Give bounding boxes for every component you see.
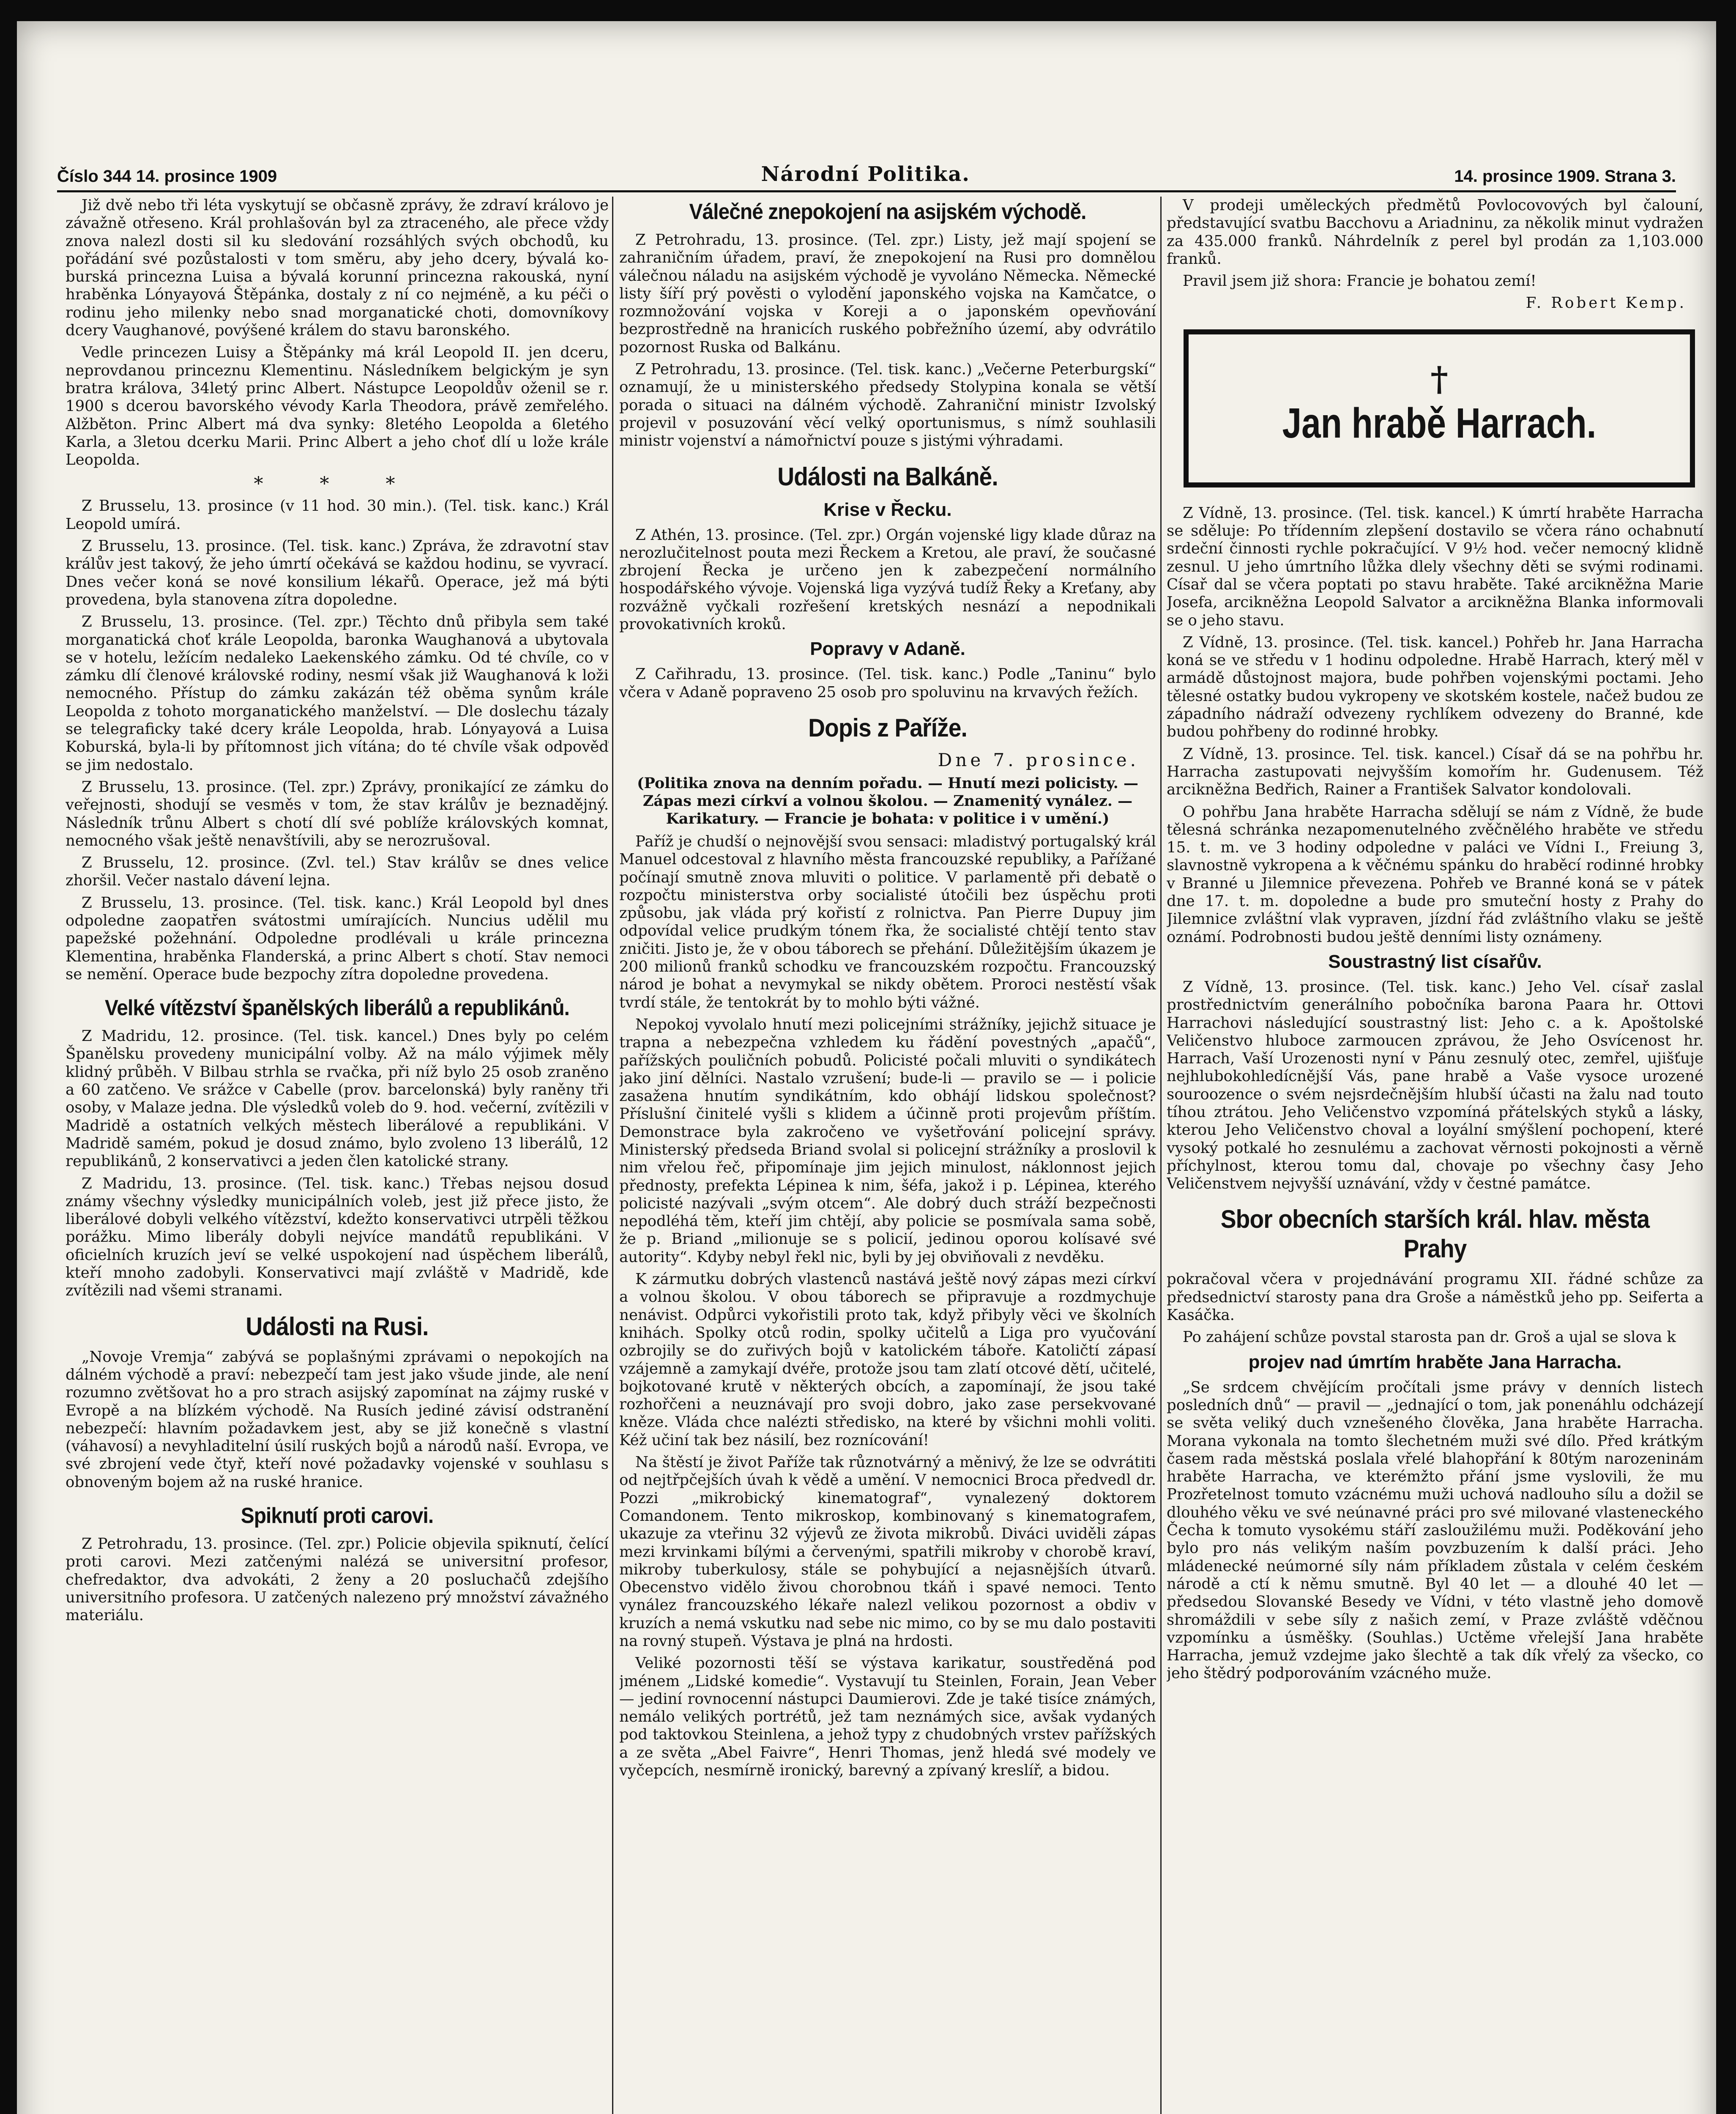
article-summary: (Politika znova na denním pořadu. — Hnutí mezi policisty. — Zápas mezi církví a volnou školou. — Znamenitý vynález. — Karikatury. — Francie je bohata: v politice i v umění.): [637, 774, 1139, 827]
page-info: 14. prosince 1909. Strana 3.: [1454, 167, 1676, 186]
article-paragraph: Z Cařihradu, 13. prosince. (Tel. tisk. kanc.) Podle „Taninu“ bylo včera v Adaně popraveno 25 osob pro spoluvinu na krvavých řežích.: [619, 665, 1156, 701]
article-headline: Velké vítězství španělských liberálů a republikánů.: [104, 996, 570, 1021]
article-paragraph: pokračoval včera v projednávání programu XII. řádné schůze za předsednictví starosty pana dra Groše a náměstků jeho pp. Seiferta a Kasáčka.: [1167, 1271, 1703, 1324]
section-separator: * * *: [254, 473, 421, 495]
column-3: [1167, 197, 1703, 2114]
article-headline: Sbor obecních starších král. hlav. města Prahy: [1220, 1205, 1650, 1263]
article-paragraph: Z Brusselu, 13. prosince. (Tel. tisk. kanc.) Zpráva, že zdravotní stav králův jest takový, že jeho úmrtí očekává se každou hodinu, se vyvrací. Dnes večer koná se nové konsilium lékařů. Operace, jež má býti provedena, byla stanovena zítra dopoledne.: [66, 537, 609, 608]
column-divider: [612, 197, 613, 2114]
article-paragraph: Z Madridu, 12. prosince. (Tel. tisk. kancel.) Dnes byly po celém Španělsku provedeny municipální volby. Až na málo výjimek měly klidný průběh. V Bilbau strhla se rvačka, při níž bylo 25 osob zraněno a 60 zatčeno. Ve srážce v Cabelle (prov. barcelonská) byly raněny tři osoby, v Malaze jedna. Dle výsledků voleb do 9. hod. večerní, zvítězili v Madridě a ostatních velkých městech liberálové a republikáni. V Madridě samém, pokud je dosud známo, bylo zvoleno 13 liberálů, 12 republikánů, 2 konservativci a jeden člen katolické strany.: [66, 1027, 609, 1170]
article-paragraph: V prodeji uměleckých předmětů Povlocovových byl čalouní, představující svatbu Bacchovu a Ariadninu, za několik minut vydražen za 435.000 franků. Náhrdelník z perel byl prodán za 1,103.000 franků.: [1167, 197, 1703, 268]
article-paragraph: Po zahájení schůze povstal starosta pan dr. Groš a ujal se slova k: [1183, 1328, 1676, 1346]
header-rule: [57, 190, 1676, 192]
article-subheadline: projev nad úmrtím hraběte Jana Harracha.: [1248, 1351, 1622, 1372]
article-paragraph: O pohřbu Jana hraběte Harracha sdělují se nám z Vídně, že bude tělesná schránka nezapomenutelného zvěčnělého hraběte ve středu 15. t. m. ve 3 hodiny odpoledne v paláci ve Vídni I., Freiung 3, slavnostně vykropena a k věčnému spánku do hraběcí rodinné hrobky v Branné u Jilemnice převezena. Pohřeb ve Branné koná se v pátek dne 17. t. m. dopoledne a bude pro smuteční hosty z Prahy do Jilemnice zvláštní vlak vypraven, jízdní řád zvláštního vlaku se ještě oznámí. Podrobnosti budou ještě denními listy oznámeny.: [1167, 803, 1703, 946]
article-paragraph: Z Brusselu, 13. prosince. (Tel. tisk. kanc.) Král Leopold byl dnes odpoledne zaopatřen svátostmi umírajících. Nuncius udělil mu papežské požehnání. Odpoledne prodlévali u krále princezna Klementina, hraběnka Flanderská, a princ Albert s chotí. Stav nemoci se nemění. Operace bude bezpochy zítra dopoledne provedena.: [66, 894, 609, 983]
author-signature: F. Robert Kemp.: [1525, 294, 1687, 312]
article-paragraph: Veliké pozornosti těší se výstava karikatur, soustředěná pod jménem „Lidské komedie“. Vystavují tu Steinlen, Forain, Jean Veber — jediní rovnocenní nástupci Daumierovi. Zde je také tisíce známých, nemálo velikých portrétů, jež tam neznámých sice, avšak vydaných pod taktovkou Steinlena, a jehož typy z chudobných vrstev pařížských a ze světa „Abel Faivre“, Henri Thomas, jenž hledá své modely ve vyčepcích, nesmírně ironický, barevný a zpívaný kreslíř, a bidou.: [619, 1654, 1156, 1780]
article-paragraph: K zármutku dobrých vlastenců nastává ještě nový zápas mezi církví a volnou školou. V obou táborech se připravuje a rozdmychuje nenávist. Odpůrci vykořistili proto tak, když přibyly věci ve školních knihách. Spolky otců rodin, spolky učitelů a Liga pro vyučování ozbrojily se do zuřivých bojů v katolickém táboře. Katoličtí zápasí vzájemně a zamykají dvéře, protože jsou tam zlatí otcové dětí, učitelé, bojkotované krutě v některých obcích, a zapomínají, že jsou také rozhořčeni a neuznávají pro svoji dobro, jako zase persekvované kněze. Vláda chce nalézti středisko, na které by všichni mohli voliti. Kéž učiní tak bez násilí, bez roznícování!: [619, 1271, 1156, 1449]
article-paragraph: Z Petrohradu, 13. prosince. (Tel. tisk. kanc.) „Večerne Peterburgskí“ oznamují, že u ministerského předsedy Stolypina konala se větší porada o situaci na dálném východě. Zahraniční ministr Izvolský projevil v posuzování věcí velký oportunismus, s nímž souhlasili ministr vojenství a námořnictví pouze s jistými výhradami.: [619, 361, 1156, 450]
article-paragraph: Paříž je chudší o nejnovější svou sensaci: mladistvý portugalský král Manuel odcestoval z hlavního města francouzské republiky, a Pařížané počínají smutně znova mluviti o politice. V parlamentě při debatě o rozpočtu ministerstva orby socialisté útočili bez úspěchu proti způsobu, jak vláda prý kořistí z rolnictva. Pan Pierre Dupuy jim odpovídal velice prudkým tónem řka, že socialisté chtějí tento stav zničiti. Jisto je, že v obou táborech se přehání. Důležitějším úkazem je 200 milionů franků schodku ve francouzském rozpočtu. Francouzský národ je bohat a nevymykal se nikdy obětem. Proroci nestěstí však tvrdí stále, že tentokrát by to mohlo býti vážné.: [619, 832, 1156, 1011]
article-headline: Dopis z Paříže.: [808, 713, 967, 742]
article-paragraph: Z Brusselu, 13. prosince. (Tel. zpr.) Těchto dnů přibyla sem také morganatická choť krále Leopolda, baronka Waughanová a ubytovala se v hotelu, ležícím nedaleko Laekenského zámku. Od té chvíle, co v zámku dlí členové královské rodiny, nesmí však již Waughanová k loži nemocného. Přístup do zámku zakázán též oběma synům krále Leopolda z tohoto morganatického manželství. — Dle doslechu tázaly se telegraficky také dcery krále Leopolda, hrab. Lónyayová a Luisa Koburská, byla-li by přítomnost jich vítána; do té chvíle však odpověď se jim nedostalo.: [66, 613, 609, 774]
obituary-name: Jan hrabě Harrach.: [1282, 399, 1597, 447]
page-header: [57, 161, 1676, 186]
article-subheadline: Krise v Řecku.: [823, 499, 952, 520]
article-subheadline: Soustrastný list císařův.: [1328, 951, 1542, 972]
article-paragraph: Z Athén, 13. prosince. (Tel. zpr.) Orgán vojenské ligy klade důraz na nerozlučitelnost pouta mezi Řeckem a Kretou, ale praví, že současné zbrojení Řecka je určeno jen k zabezpečení normálního hospodářského vývoje. Vojenská liga vyzývá tudíž Řeky a Kreťany, aby rozvážně vyčkali rozřešení kretských nesnází a nepodnikali provokativních kroků.: [619, 526, 1156, 633]
newspaper-title: Národní Politika.: [761, 162, 970, 186]
article-paragraph: „Novoje Vremja“ zabývá se poplašnými zprávami o nepokojích na dálném východě a praví: nebezpečí tam jest jako všude jinde, ale není rozumno zvětšovat ho a pro strach asijský zapomínat na zájmy ruské v Evropě a na blízkém východě. Na Rusích jediné závisí odstranění nebezpečí: hlavním požadavkem jest, aby se již konečně s vlastní (váhavosí) a nevyhladitelní úsilí ruských bojů a národů naší. Evropa, ve své zbrojení vede čtyř, kteří nové požadavky vojenské v souhlasu s obnoveným bojem až na ruské hranice.: [66, 1348, 609, 1491]
newspaper-page: [17, 21, 1716, 2114]
column-1: [66, 197, 609, 2114]
column-divider: [1160, 197, 1162, 2114]
article-paragraph: Z Brusselu, 13. prosince. (Tel. zpr.) Zprávy, pronikající ze zámku do veřejnosti, shodují se vesměs v tom, že stav králův je beznadějný. Následník trůnu Albert s chotí dlí své poblíže královských komnat, nemocného však ještě nenavštívili, aby se nerozrušoval.: [66, 778, 609, 849]
article-paragraph: Z Brusselu, 12. prosince. (Zvl. tel.) Stav králův se dnes velice zhoršil. Večer nastalo dávení lejna.: [66, 854, 609, 890]
article-paragraph: Na štěstí je život Paříže tak různotvárný a měnivý, že lze se odvrátiti od nejtřpčejších úvah k vědě a umění. V nemocnici Broca předvedl dr. Pozzi „mikrobický kinematograf“, vynalezený doktorem Comandonem. Tento mikroskop, kombinovaný s kinematografem, ukazuje za vteřinu 32 výjevů ze života mikrobů. Diváci uviděli zápas mezi krvinkami bílými a červenými, spatřili mikroby v chorobě kraví, mikroby tuberkulosy, stále se pohybující a nejasnějších útvarů. Obecenstvo vidělo živou chorobnou tkáň i spavé nemoci. Tento vynález francouzského lékaře nalezl velikou pozornost a obdiv v kruzích a nemá vskutku nad sebe nic mimo, co by se mu dalo postaviti na rovný stupeň. Výstava je plná na hrdosti.: [619, 1454, 1156, 1650]
article-headline: Události na Rusi.: [246, 1312, 429, 1341]
article-paragraph: Z Brusselu, 13. prosince (v 11 hod. 30 min.). (Tel. tisk. kanc.) Král Leopold umírá.: [66, 497, 609, 533]
article-paragraph: Z Petrohradu, 13. prosince. (Tel. zpr.) Policie objevila spiknutí, čelící proti carovi. Mezi zatčenými nalézá se universitní profesor, chefredaktor, dva advokáti, 2 ženy a 20 posluchačů zdejšího universitního profesora. U zatčených nalezeno prý množství závažného materiálu.: [66, 1535, 609, 1624]
article-paragraph: Pravil jsem již shora: Francie je bohatou zemí!: [1183, 272, 1536, 290]
article-paragraph: Vedle princezen Luisy a Štěpánky má král Leopold II. jen dceru, neprovdanou princeznu Klementinu. Následníkem belgickým je syn bratra králova, 34letý princ Albert. Nástupce Leopoldův oženil se r. 1900 s dcerou bavorského vévody Karla Theodora, právě zemřelého. Alžběton. Princ Albert má dva synky: 8letého Leopolda a 6letého Karla, a 3letou dcerku Marii. Princ Albert a jeho choť dlí u lože krále Leopolda.: [66, 344, 609, 469]
article-headline: Spiknutí proti carovi.: [241, 1503, 434, 1528]
obituary-box: [1184, 329, 1695, 487]
article-subheadline: Popravy v Adaně.: [810, 638, 965, 660]
article-paragraph: Z Petrohradu, 13. prosince. (Tel. zpr.) Listy, jež mají spojení se zahraničním úřadem, praví, že znepokojení na Rusi pro domnělou válečnou náladu na asijském východě je vyvoláno Německa. Německé listy šíří prý pověsti o vylodění japonského vojska na Kamčatce, o rozmnožování vojska v Koreji a o japonském opevňování bezprostředně na hranicích ruského pobřežního území, aby odvrátilo pozornost Ruska od Balkánu.: [619, 231, 1156, 356]
article-paragraph: Z Vídně, 13. prosince. Tel. tisk. kancel.) Císař dá se na pohřbu hr. Harracha zastupovati nejvyšším komořím hr. Gudenusem. Též arcikněžna Bedřich, Rainer a František Salvator kondolovali.: [1167, 745, 1703, 799]
article-paragraph: Z Vídně, 13. prosince. (Tel. tisk. kancel.) K úmrtí hraběte Harracha se sděluje: Po třídenním zlepšení dostavilo se včera ráno ochabnutí srdeční činnosti rychle pokračující. V 9½ hod. večer nemocný klidně zesnul. U jeho úmrtního lůžka dlely všechny děti se svými rodinami. Císař dal se včera poptati po stavu hraběte. Také arcikněžna Marie Josefa, arcikněžna Leopold Salvator a arcikněžna Blanka informovali se o jeho stavu.: [1167, 504, 1703, 629]
issue-info: Číslo 344 14. prosince 1909: [57, 167, 277, 186]
article-headline: Události na Balkáně.: [777, 462, 998, 491]
article-paragraph: Z Vídně, 13. prosince. (Tel. tisk. kancel.) Pohřeb hr. Jana Harracha koná se ve středu v 1 hodinu odpoledne. Hrabě Harrach, který měl v armádě důstojnost majora, bude pohřben vojenskými poctami. Jeho tělesné ostatky budou vykropeny ve skotském kostele, načež budou ze západního nádraží odvezeny rychlíkem odvezeny do Branné, kde budou pohřbeny do rodinné hrobky.: [1167, 633, 1703, 741]
article-paragraph: Již dvě nebo tři léta vyskytují se občasně zprávy, že zdraví královo je závažně otřeseno. Král prohlašován byl za ztraceného, ale přece vždy znova nalezl dosti sil ku sledování rozsáhlých svých obchodů, ku pořádání své pozůstalosti v tom směru, aby jeho dcery, bývalá koburská princezna Luisa a bývalá korunní princezna rakouská, nyní hraběnka Lónyayová Štěpánka, dostaly z ní co nejméně, a ku péči o rodinu jeho milenky nebo snad morganatické choti, domovníkovy dcery Vaughanové, povýšené králem do stavu baronského.: [66, 197, 609, 340]
article-headline: Válečné znepokojení na asijském východě.: [689, 200, 1086, 224]
article-paragraph: Z Vídně, 13. prosince. (Tel. tisk. kanc.) Jeho Vel. císař zaslal prostřednictvím generálního pobočníka barona Paara hr. Ottovi Harrachovi následující soustrastný list: Jeho c. a k. Apoštolské Veličenstvo hluboce zarmoucen zprávou, že Jeho Osvícenost hr. Harrach, Vaší Urozenosti nyní v Pánu zesnulý otec, zemřel, ujišťuje nejhlubokohledícnější Vás, pane hrabě a Vaše vysoce urozené souroozence o svém nejsrdečnějším hlubší účasti na žalu nad touto tíhou ztrátou. Jeho Veličenstvo vzpomíná přátelských styků a lásky, kterou Jeho Veličenstvo choval a loyální smýšlení pochopení, které vysoký potkalé ho zesnulému a zachovat věrnosti pokojnosti a věrně příchylnost, kterou tomu dal, chovaje po všechny časy Jeho Veličenstvem nejvyšší uznávání, vždy v čestné památce.: [1167, 978, 1703, 1193]
column-2: [619, 197, 1156, 2114]
article-paragraph: Nepokoj vyvolalo hnutí mezi policejními strážníky, jejichž situace je trapna a nebezpečna vzhledem ku řádění povestných „apačů“, pařížských pouličních pobudů. Policisté počali mluviti o syndikátech jako jiní dělníci. Nastalo vzrušení; bude-li — pravilo se — i policie zasažena hnutím syndikátním, kdo obhájí lidskou společnost? Příslušní činitelé vyšli s klidem a účinně proti projevům příštím. Demonstrace byla zakročeno ve vyšetřování policejní správy. Ministerský předseda Briand svolal si policejní strážníky a proslovil k nim vřelou řeč, připomínaje jim jejich minulost, náklonnost jejich přednosty, prefekta Lépinea k nim, šéfa, jakož i p. Lépinea, kterého policisté nazývali „svým otcem“. Ale dobrý duch stráží bezpečnosti nepodléhá těm, kteří jim chtějí, aby policie se posmívala sama sobě, že p. Briand „milionuje se s policií, jedinou oporou kolísavé své autority“. Kdyby nebyl řekl nic, byli by jej obviňovali z nevděku.: [619, 1016, 1156, 1266]
article-paragraph: „Se srdcem chvějícím pročítali jsme právy v denních listech posledních dnů“ — pravil — „jednající o tom, jak ponenáhlu odcházejí se světa veliký duch vznešeného člověka, Jana hraběte Harracha. Morana vykonala na tomto šlechetném muži své dílo. Před krátkým časem rada městská poslala vřelé blahopřání k 80tým narozeninám hraběte Harracha, ve kterémžto přání jsme vyslovili, že mu Prozřetelnost tomuto vzácnému muži uchová nadlouho sílu a dožil se dlouhého věku ve své neúnavné práci pro své milované vlasteneckého Čecha k tomuto vysokému stáří zasloužilému muži. Poděkování jeho bylo pro nás velikým naším povzbuzením k další práci. Jeho mládenecké neúmorné síly nám příkladem zůstala v celém českém národě a ctí k němu smutně. Byl 40 let — a dlouhé 40 let — předsedou Slovanské Besedy ve Vídni, v této vlastně jeho domově shromáždili v sebe síly z našich zemí, v Praze zvláště vděčnou vzpomínku a úsměšky. (Souhlas.) Uctěme vřelejší Jana hraběte Harracha, jemuž vzdejme jako šlechtě a tak dík vřelý za všecko, co jeho štědrý podporováním vzácného muže.: [1167, 1378, 1703, 1682]
article-paragraph: Z Madridu, 13. prosince. (Tel. tisk. kanc.) Třebas nejsou dosud známy všechny výsledky municipálních voleb, jest již přece jisto, že liberálové dobyli velkého vítězství, kdežto konservativci utrpěli těžkou porážku. Mimo liberály dobyli nejvíce mandátů republikáni. V oficielních kruzích jeví se velké uspokojení nad úspěchem liberálů, kteří mnoho zadobyli. Konservativci mají zvláště v Madridě, kde zvítězili nad všemi stranami.: [66, 1175, 609, 1300]
dateline: Dne 7. prosince.: [938, 749, 1139, 770]
cross-icon: †: [1430, 359, 1448, 399]
